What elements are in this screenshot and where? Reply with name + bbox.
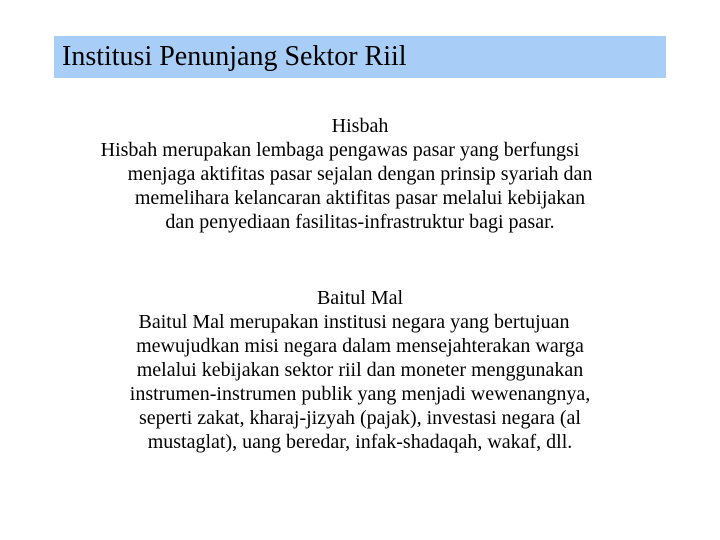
baitul-line-6: mustaglat), uang beredar, infak-shadaqah, wakaf, dll. bbox=[147, 431, 573, 453]
slide-title: Institusi Penunjang Sektor Riil bbox=[62, 41, 407, 72]
section-baitul-mal bbox=[60, 286, 660, 454]
hisbah-line-3: memelihara kelancaran aktifitas pasar melalui kebijakan bbox=[134, 187, 586, 209]
hisbah-line-2: menjaga aktifitas pasar sejalan dengan prinsip syariah dan bbox=[127, 163, 593, 185]
baitul-line-5: seperti zakat, kharaj-jizyah (pajak), investasi negara (al bbox=[138, 407, 581, 429]
baitul-line-4: instrumen-instrumen publik yang menjadi wewenangnya, bbox=[129, 383, 591, 405]
baitul-line-2: mewujudkan misi negara dalam mensejahterakan warga bbox=[136, 335, 584, 357]
section-hisbah bbox=[60, 114, 660, 234]
baitul-line-1: Baitul Mal merupakan institusi negara yang bertujuan bbox=[138, 311, 570, 333]
section-heading-baitul-mal: Baitul Mal bbox=[316, 287, 404, 309]
hisbah-line-1: Hisbah merupakan lembaga pengawas pasar yang berfungsi bbox=[100, 139, 580, 161]
hisbah-line-4: dan penyediaan fasilitas-infrastruktur bagi pasar. bbox=[165, 211, 555, 233]
slide-title-bar bbox=[54, 36, 666, 78]
section-heading-hisbah: Hisbah bbox=[331, 115, 389, 137]
baitul-line-3: melalui kebijakan sektor riil dan moneter menggunakan bbox=[136, 359, 584, 381]
